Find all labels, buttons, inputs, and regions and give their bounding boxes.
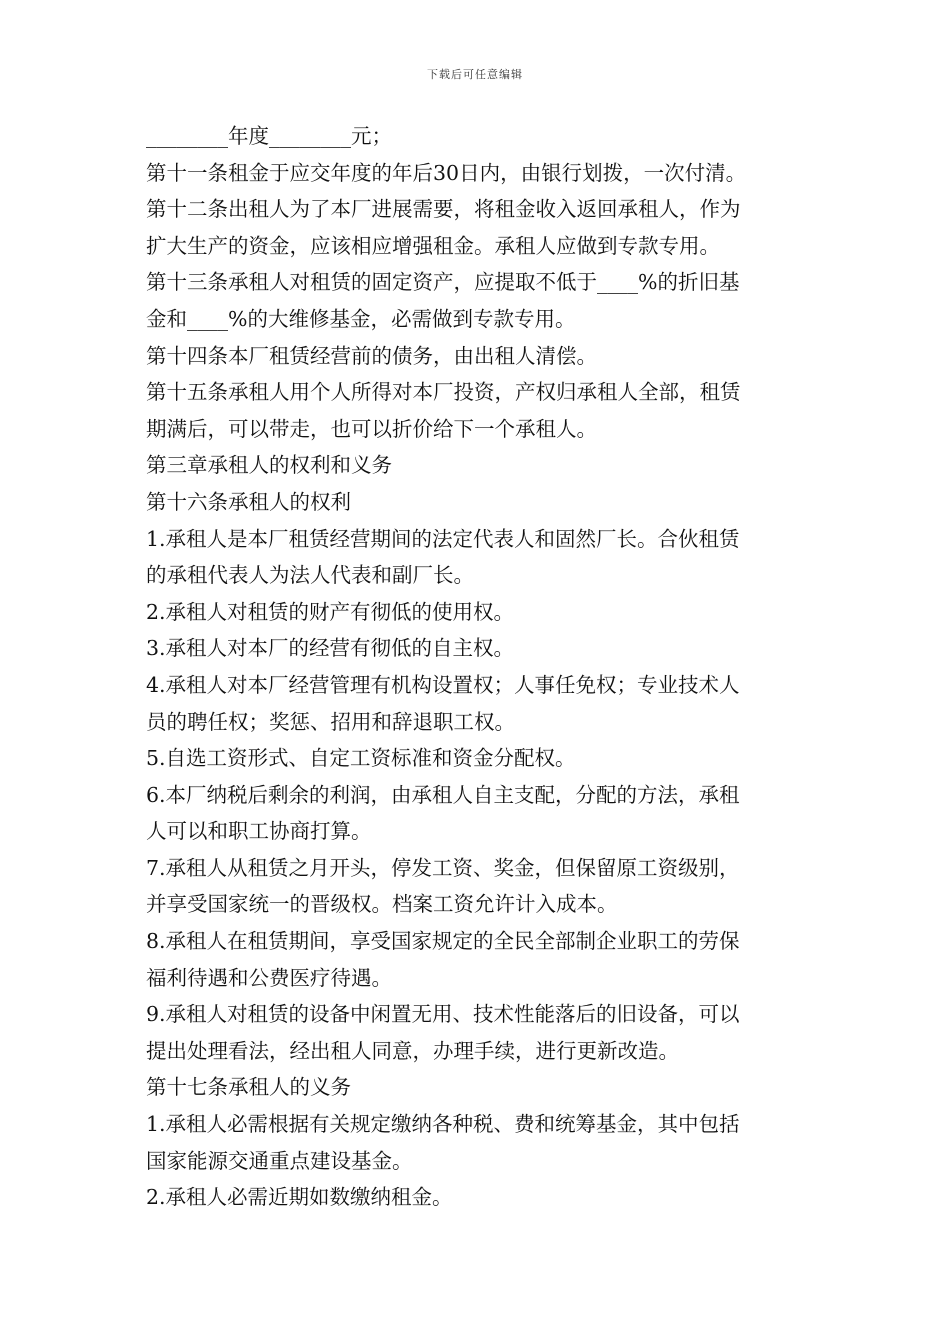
chapter-heading: 第三章承租人的权利和义务 [146,453,392,478]
page-header: 下载后可任意编辑 [427,68,523,81]
text-line: 1.承租人必需根据有关规定缴纳各种税、费和统筹基金，其中包括 [146,1112,740,1137]
text-line: 5.自选工资形式、自定工资标准和资金分配权。 [146,746,576,771]
text-line: 4.承租人对本厂经营管理有机构设置权；人事任免权；专业技术人 [146,672,740,697]
text-line: 国家能源交通重点建设基金。 [146,1148,413,1173]
text-line: 3.承租人对本厂的经营有彻低的自主权。 [146,636,515,661]
text-line: 金和____%的大维修基金，必需做到专款专用。 [146,306,576,331]
text-line: 福利待遇和公费医疗待遇。 [146,965,392,990]
text-line: 1.承租人是本厂租赁经营期间的法定代表人和固然厂长。合伙租赁 [146,526,740,551]
text-line: 2.承租人对租赁的财产有彻低的使用权。 [146,599,515,624]
text-line: 第十二条出租人为了本厂进展需要，将租金收入返回承租人，作为 [146,197,741,222]
text-line: 并享受国家统一的晋级权。档案工资允许计入成本。 [146,892,618,917]
document-body [146,118,812,1216]
text-line: 2.承租人必需近期如数缴纳租金。 [146,1185,453,1210]
text-line: 9.承租人对租赁的设备中闲置无用、技术性能落后的旧设备，可以 [146,1002,740,1027]
text-line: 第十一条租金于应交年度的年后30日内，由银行划拨，一次付清。 [146,160,747,185]
text-line: 员的聘任权；奖惩、招用和辞退职工权。 [146,709,515,734]
text-line: 8.承租人在租赁期间，享受国家规定的全民全部制企业职工的劳保 [146,929,740,954]
text-line: 第十五条承租人用个人所得对本厂投资，产权归承租人全部，租赁 [146,380,741,405]
text-line: 6.本厂纳税后剩余的利润，由承租人自主支配，分配的方法，承租 [146,782,740,807]
text-line: 提出处理看法，经出租人同意，办理手续，进行更新改造。 [146,1038,679,1063]
text-line: 期满后，可以带走，也可以折价给下一个承租人。 [146,416,597,441]
text-line: 第十四条本厂租赁经营前的债务，由出租人清偿。 [146,343,597,368]
text-line: 的承租代表人为法人代表和副厂长。 [146,563,474,588]
text-line: 第十三条承租人对租赁的固定资产，应提取不低于____%的折旧基 [146,270,740,295]
text-line: 扩大生产的资金，应该相应增强租金。承租人应做到专款专用。 [146,233,720,258]
text-line: 7.承租人从租赁之月开头，停发工资、奖金，但保留原工资级别， [146,855,740,880]
article-heading: 第十六条承租人的权利 [146,489,351,514]
text-line: ________年度________元； [146,124,392,148]
article-heading: 第十七条承租人的义务 [146,1075,351,1100]
text-line: 人可以和职工协商打算。 [146,819,372,844]
